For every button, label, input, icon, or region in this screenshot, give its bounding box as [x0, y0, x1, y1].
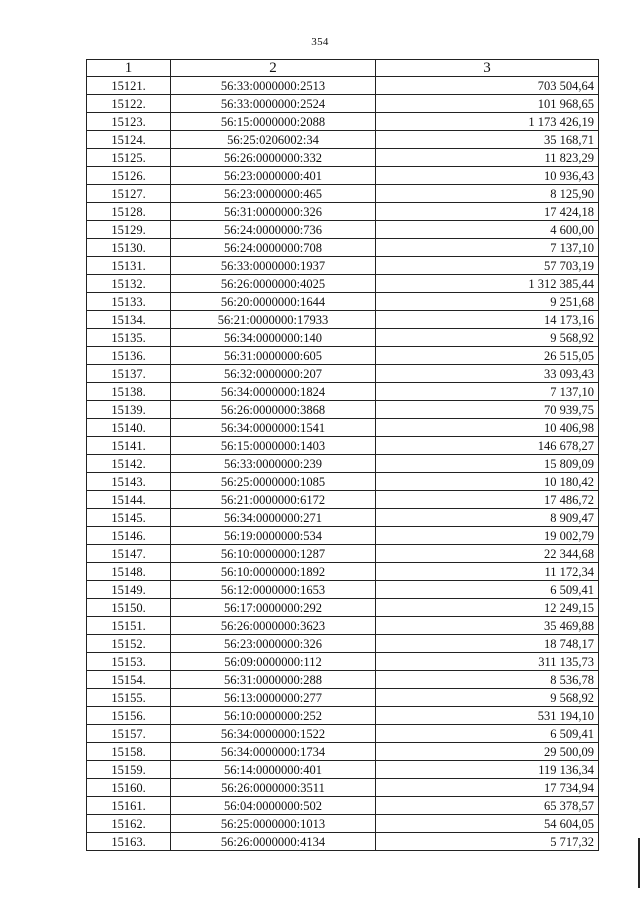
table-row: [87, 779, 599, 797]
table-row: [87, 113, 599, 131]
amount-value: 17 424,18: [376, 203, 599, 221]
amount-value: 8 536,78: [376, 671, 599, 689]
cadastral-number: 56:15:0000000:1403: [171, 437, 376, 455]
table-row: [87, 185, 599, 203]
amount-value: 101 968,65: [376, 95, 599, 113]
table-row: [87, 167, 599, 185]
table-row: [87, 365, 599, 383]
row-number: 15149.: [87, 581, 171, 599]
amount-value: 119 136,34: [376, 761, 599, 779]
table-row: [87, 95, 599, 113]
table-row: [87, 491, 599, 509]
amount-value: 311 135,73: [376, 653, 599, 671]
cadastral-number: 56:33:0000000:239: [171, 455, 376, 473]
row-number: 15140.: [87, 419, 171, 437]
row-number: 15155.: [87, 689, 171, 707]
table-row: [87, 275, 599, 293]
row-number: 15131.: [87, 257, 171, 275]
amount-value: 14 173,16: [376, 311, 599, 329]
row-number: 15143.: [87, 473, 171, 491]
cadastral-number: 56:26:0000000:4134: [171, 833, 376, 851]
amount-value: 12 249,15: [376, 599, 599, 617]
amount-value: 33 093,43: [376, 365, 599, 383]
cadastral-number: 56:19:0000000:534: [171, 527, 376, 545]
cadastral-number: 56:04:0000000:502: [171, 797, 376, 815]
cadastral-number: 56:12:0000000:1653: [171, 581, 376, 599]
table-row: [87, 725, 599, 743]
cadastral-number: 56:10:0000000:1892: [171, 563, 376, 581]
cadastral-number: 56:25:0206002:34: [171, 131, 376, 149]
amount-value: 10 936,43: [376, 167, 599, 185]
amount-value: 8 909,47: [376, 509, 599, 527]
table-row: [87, 743, 599, 761]
amount-value: 9 251,68: [376, 293, 599, 311]
cadastral-number: 56:34:0000000:140: [171, 329, 376, 347]
cadastral-number: 56:34:0000000:1541: [171, 419, 376, 437]
row-number: 15146.: [87, 527, 171, 545]
amount-value: 10 406,98: [376, 419, 599, 437]
row-number: 15161.: [87, 797, 171, 815]
cadastral-number: 56:17:0000000:292: [171, 599, 376, 617]
cadastral-number: 56:10:0000000:1287: [171, 545, 376, 563]
amount-value: 7 137,10: [376, 239, 599, 257]
amount-value: 6 509,41: [376, 725, 599, 743]
cadastral-number: 56:25:0000000:1085: [171, 473, 376, 491]
table-row: [87, 401, 599, 419]
amount-value: 15 809,09: [376, 455, 599, 473]
row-number: 15150.: [87, 599, 171, 617]
amount-value: 11 823,29: [376, 149, 599, 167]
table-row: [87, 581, 599, 599]
row-number: 15126.: [87, 167, 171, 185]
cadastral-number: 56:25:0000000:1013: [171, 815, 376, 833]
table-row: [87, 527, 599, 545]
cadastral-number: 56:33:0000000:1937: [171, 257, 376, 275]
amount-value: 1 312 385,44: [376, 275, 599, 293]
table-row: [87, 707, 599, 725]
amount-value: 7 137,10: [376, 383, 599, 401]
cadastral-number: 56:23:0000000:465: [171, 185, 376, 203]
page-number: 354: [311, 36, 329, 48]
amount-value: 531 194,10: [376, 707, 599, 725]
cadastral-number: 56:15:0000000:2088: [171, 113, 376, 131]
row-number: 15159.: [87, 761, 171, 779]
amount-value: 29 500,09: [376, 743, 599, 761]
amount-value: 4 600,00: [376, 221, 599, 239]
row-number: 15138.: [87, 383, 171, 401]
cadastral-number: 56:26:0000000:4025: [171, 275, 376, 293]
table-row: [87, 455, 599, 473]
row-number: 15132.: [87, 275, 171, 293]
amount-value: 26 515,05: [376, 347, 599, 365]
row-number: 15130.: [87, 239, 171, 257]
cadastral-number: 56:34:0000000:1734: [171, 743, 376, 761]
table-row: [87, 329, 599, 347]
header-row: [87, 60, 599, 77]
row-number: 15163.: [87, 833, 171, 851]
table-row: [87, 437, 599, 455]
cadastral-number: 56:31:0000000:605: [171, 347, 376, 365]
cadastral-number: 56:26:0000000:3511: [171, 779, 376, 797]
cadastral-number: 56:31:0000000:288: [171, 671, 376, 689]
table-row: [87, 689, 599, 707]
amount-value: 65 378,57: [376, 797, 599, 815]
cadastral-number: 56:33:0000000:2524: [171, 95, 376, 113]
cadastral-number: 56:34:0000000:1824: [171, 383, 376, 401]
column-header-1: 1: [87, 60, 171, 77]
cadastral-number: 56:13:0000000:277: [171, 689, 376, 707]
cadastral-number: 56:10:0000000:252: [171, 707, 376, 725]
table-row: [87, 599, 599, 617]
row-number: 15133.: [87, 293, 171, 311]
row-number: 15135.: [87, 329, 171, 347]
amount-value: 35 168,71: [376, 131, 599, 149]
row-number: 15136.: [87, 347, 171, 365]
amount-value: 57 703,19: [376, 257, 599, 275]
table-row: [87, 509, 599, 527]
amount-value: 70 939,75: [376, 401, 599, 419]
row-number: 15144.: [87, 491, 171, 509]
amount-value: 9 568,92: [376, 329, 599, 347]
table-row: [87, 311, 599, 329]
table-row: [87, 545, 599, 563]
cadastral-number: 56:23:0000000:401: [171, 167, 376, 185]
row-number: 15139.: [87, 401, 171, 419]
row-number: 15128.: [87, 203, 171, 221]
cadastral-number: 56:24:0000000:708: [171, 239, 376, 257]
amount-value: 703 504,64: [376, 77, 599, 95]
table-row: [87, 347, 599, 365]
row-number: 15141.: [87, 437, 171, 455]
table-row: [87, 383, 599, 401]
row-number: 15154.: [87, 671, 171, 689]
amount-value: 54 604,05: [376, 815, 599, 833]
cadastral-number: 56:33:0000000:2513: [171, 77, 376, 95]
table-header: [87, 60, 599, 77]
table-row: [87, 419, 599, 437]
amount-value: 146 678,27: [376, 437, 599, 455]
row-number: 15127.: [87, 185, 171, 203]
table-row: [87, 131, 599, 149]
cadastral-number: 56:26:0000000:332: [171, 149, 376, 167]
cadastral-number: 56:31:0000000:326: [171, 203, 376, 221]
amount-value: 11 172,34: [376, 563, 599, 581]
cadastral-number: 56:09:0000000:112: [171, 653, 376, 671]
column-header-2: 2: [171, 60, 376, 77]
row-number: 15121.: [87, 77, 171, 95]
row-number: 15152.: [87, 635, 171, 653]
table-row: [87, 653, 599, 671]
table-row: [87, 221, 599, 239]
table-row: [87, 797, 599, 815]
table-row: [87, 671, 599, 689]
row-number: 15158.: [87, 743, 171, 761]
row-number: 15160.: [87, 779, 171, 797]
row-number: 15145.: [87, 509, 171, 527]
table-row: [87, 77, 599, 95]
amount-value: 1 173 426,19: [376, 113, 599, 131]
cadastral-number: 56:26:0000000:3623: [171, 617, 376, 635]
row-number: 15153.: [87, 653, 171, 671]
column-header-3: 3: [376, 60, 599, 77]
cadastral-number: 56:20:0000000:1644: [171, 293, 376, 311]
table-row: [87, 761, 599, 779]
row-number: 15125.: [87, 149, 171, 167]
amount-value: 9 568,92: [376, 689, 599, 707]
amount-value: 6 509,41: [376, 581, 599, 599]
table-row: [87, 203, 599, 221]
table-row: [87, 239, 599, 257]
row-number: 15148.: [87, 563, 171, 581]
amount-value: 19 002,79: [376, 527, 599, 545]
table-row: [87, 815, 599, 833]
cadastral-number: 56:32:0000000:207: [171, 365, 376, 383]
table-row: [87, 257, 599, 275]
cadastral-number: 56:23:0000000:326: [171, 635, 376, 653]
registry-table: [86, 59, 599, 851]
row-number: 15134.: [87, 311, 171, 329]
cadastral-number: 56:34:0000000:271: [171, 509, 376, 527]
table-row: [87, 617, 599, 635]
table-body: [87, 77, 599, 851]
table-row: [87, 635, 599, 653]
amount-value: 5 717,32: [376, 833, 599, 851]
row-number: 15142.: [87, 455, 171, 473]
amount-value: 17 734,94: [376, 779, 599, 797]
table-row: [87, 149, 599, 167]
cadastral-number: 56:34:0000000:1522: [171, 725, 376, 743]
cadastral-number: 56:26:0000000:3868: [171, 401, 376, 419]
amount-value: 8 125,90: [376, 185, 599, 203]
cadastral-number: 56:21:0000000:17933: [171, 311, 376, 329]
row-number: 15124.: [87, 131, 171, 149]
amount-value: 35 469,88: [376, 617, 599, 635]
row-number: 15157.: [87, 725, 171, 743]
table-row: [87, 833, 599, 851]
cadastral-number: 56:24:0000000:736: [171, 221, 376, 239]
row-number: 15147.: [87, 545, 171, 563]
cadastral-number: 56:14:0000000:401: [171, 761, 376, 779]
row-number: 15156.: [87, 707, 171, 725]
row-number: 15151.: [87, 617, 171, 635]
row-number: 15122.: [87, 95, 171, 113]
row-number: 15129.: [87, 221, 171, 239]
table-row: [87, 563, 599, 581]
row-number: 15137.: [87, 365, 171, 383]
amount-value: 17 486,72: [376, 491, 599, 509]
table-row: [87, 293, 599, 311]
amount-value: 10 180,42: [376, 473, 599, 491]
amount-value: 18 748,17: [376, 635, 599, 653]
row-number: 15123.: [87, 113, 171, 131]
amount-value: 22 344,68: [376, 545, 599, 563]
table-row: [87, 473, 599, 491]
cadastral-number: 56:21:0000000:6172: [171, 491, 376, 509]
row-number: 15162.: [87, 815, 171, 833]
